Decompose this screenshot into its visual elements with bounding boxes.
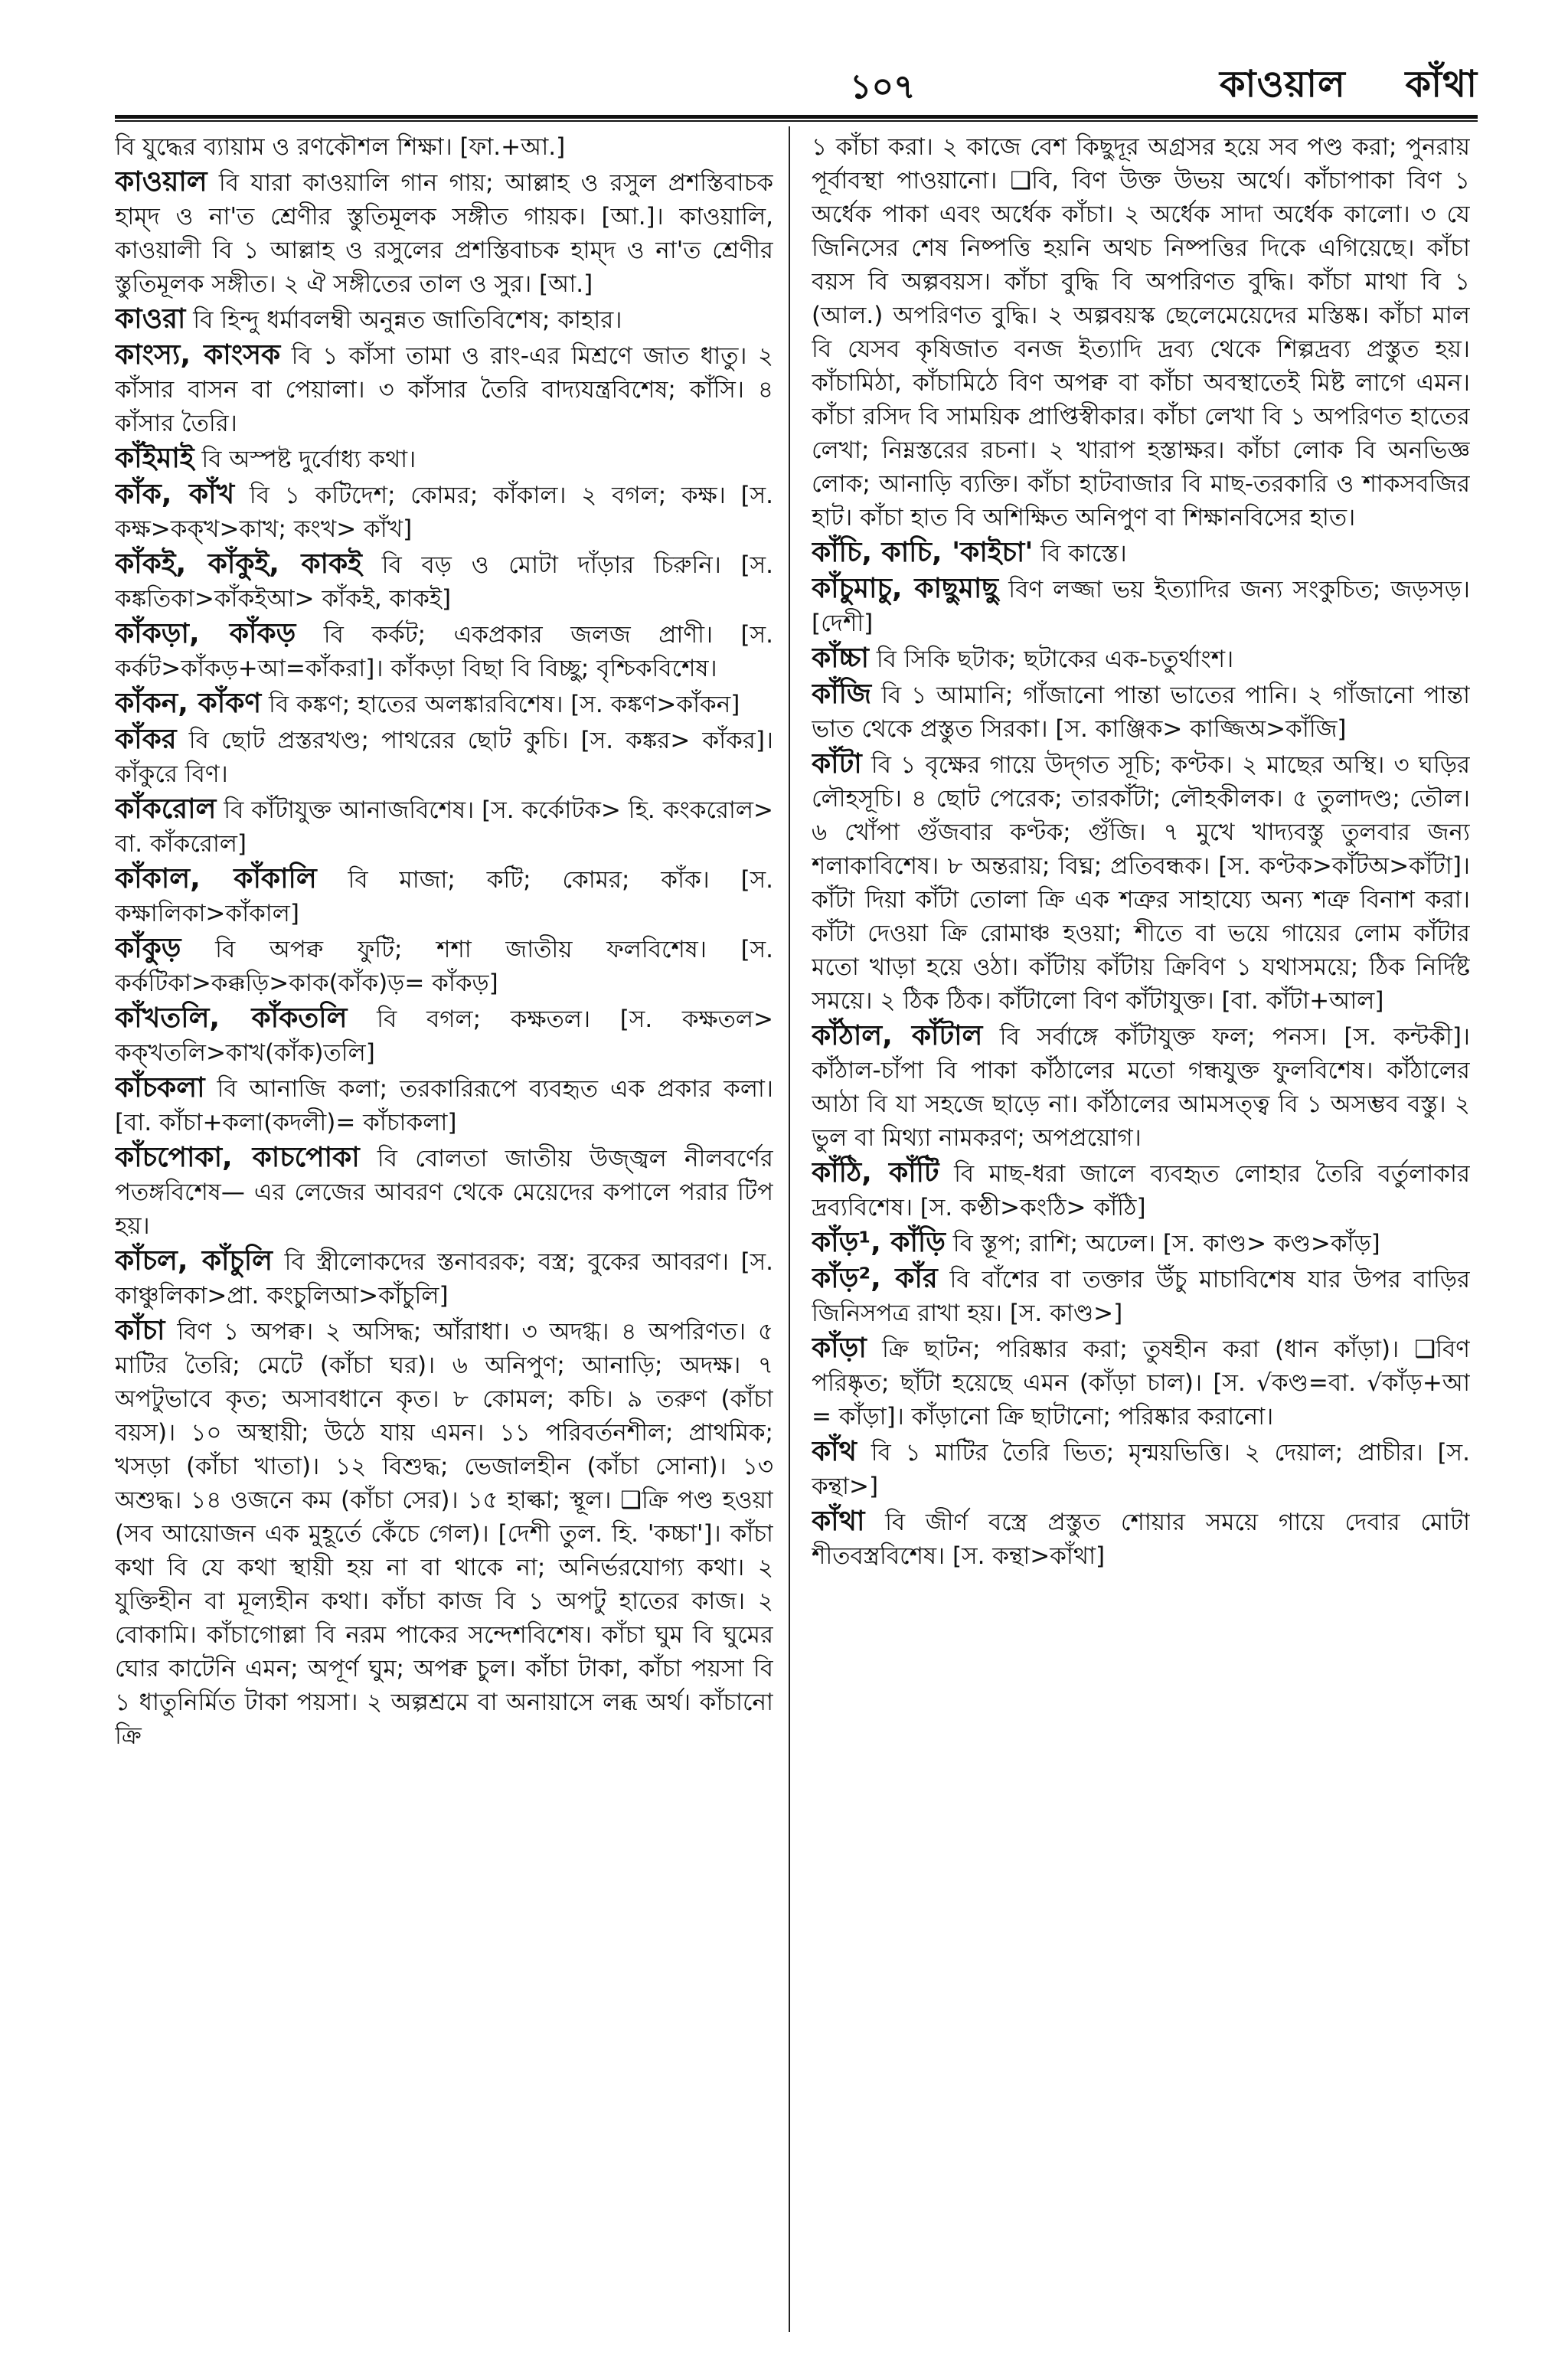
entry-headword: কাঁচকলা [115, 1072, 205, 1104]
entry-definition: বিণ লজ্জা ভয় ইত্যাদির জন্য সংকুচিত; জড়সড়। [দেশী] [812, 576, 1470, 637]
entry-headword: কাঁড়া [812, 1333, 867, 1364]
entry-headword: কাংস্য, কাংসক [115, 339, 281, 371]
entry-headword: কাওরা [115, 303, 186, 335]
entry-definition: বি ১ বৃক্ষের গায়ে উদ্‌গত সূচি; কণ্টক। ২ মাছের অস্থি। ৩ ঘড়ির লৌহসূচি। ৪ ছোট পেরেক; তারকাঁটা; লৌহকীলক। ৫ তুলাদণ্ড; তৌল। ৬ খোঁপা গুঁজবার কণ্টক; গুঁজি। ৭ মুখে খাদ্যবস্তু তুলবার জন্য শলাকাবিশেষ। ৮ অন্তরায়; বিঘ্ন; প্রতিবন্ধক। [স. কণ্টক>কাঁটঅ>কাঁটা]। কাঁটা দিয়া কাঁটা তোলা ক্রি এক শত্রুর সাহায্যে অন্য শত্রু বিনাশ করা। কাঁটা দেওয়া ক্রি রোমাঞ্চ হওয়া; শীতে বা ভয়ে গায়ের লোম কাঁটার মতো খাড়া হয়ে ওঠা। কাঁটায় কাঁটায় ক্রিবিণ ১ যথাসময়ে; ঠিক নির্দিষ্ট সময়ে। ২ ঠিক ঠিক। কাঁটালো বিণ কাঁটাযুক্ত। [বা. কাঁটা+আল] [812, 751, 1470, 1015]
entry-headword: কাঁকাল, কাঁকালি [115, 863, 317, 894]
entry-definition: বি কাঁটাযুক্ত আনাজবিশেষ। [স. কর্কোটক> হি. কংকরোল> বা. কাঁকরোল] [115, 796, 773, 858]
entry-headword: কাঁড়², কাঁর [812, 1263, 938, 1294]
entry-headword: কাঁচ্চা [812, 643, 869, 674]
entry-headword: কাঁচুমাচু, কাছুমাছু [812, 573, 999, 604]
entry-headword: কাঁড়¹, কাঁড়ি [812, 1227, 946, 1258]
entry-definition: বি স্তূপ; রাশি; অঢেল। [স. কাণ্ড> কণ্ড>কাঁড়] [952, 1230, 1380, 1257]
dictionary-entry [115, 723, 773, 791]
dictionary-entry [812, 1332, 1470, 1434]
guide-words [1174, 57, 1478, 117]
entry-headword: কাঁকুড় [115, 933, 181, 964]
entry-definition: বি বড় ও মোটা দাঁড়ার চিরুনি। [স. কঙ্কতিকা>কাঁকইআ> কাঁকই, কাকই] [115, 551, 773, 613]
entry-definition: বি আনাজি কলা; তরকারিরূপে ব্যবহৃত এক প্রকার কলা। [বা. কাঁচা+কলা(কদলী)= কাঁচাকলা] [115, 1075, 773, 1136]
dictionary-entry [812, 678, 1470, 746]
entry-definition: বি যারা কাওয়ালি গান গায়; আল্লাহ ও রসুল প্রশস্তিবাচক হাম্‌দ ও না'ত শ্রেণীর স্তুতিমূলক সঙ্গীত গায়ক। [আ.]। কাওয়ালি, কাওয়ালী বি ১ আল্লাহ ও রসুলের প্রশস্তিবাচক হাম্‌দ ও না'ত শ্রেণীর স্তুতিমূলক সঙ্গীত। ২ ঐ সঙ্গীতের তাল ও সুর। [আ.] [115, 169, 773, 298]
dictionary-entry [812, 1226, 1470, 1261]
entry-definition: ক্রি ছাটন; পরিষ্কার করা; তুষহীন করা (ধান কাঁড়া)। ❑বিণ পরিষ্কৃত; ছাঁটা হয়েছে এমন (কাঁড়া চাল)। [স. √কণ্ড=বা. √কাঁড়+আ = কাঁড়া]। কাঁড়ানো ক্রি ছাটানো; পরিষ্কার করানো। [812, 1336, 1470, 1431]
dictionary-entry [812, 1019, 1470, 1155]
entry-definition: বি ১ মাটির তৈরি ভিত; মৃন্ময়ভিত্তি। ২ দেয়াল; প্রাচীর। [স. কন্থা>] [812, 1439, 1470, 1500]
entry-definition: বিণ ১ অপক্ব। ২ অসিদ্ধ; আঁরাধা। ৩ অদগ্ধ। ৪ অপরিণত। ৫ মাটির তৈরি; মেটে (কাঁচা ঘর)। ৬ অনিপুণ; আনাড়ি; অদক্ষ। ৭ অপটুভাবে কৃত; অসাবধানে কৃত। ৮ কোমল; কচি। ৯ তরুণ (কাঁচা বয়স)। ১০ অস্থায়ী; উঠে যায় এমন। ১১ পরিবর্তনশীল; প্রাথমিক; খসড়া (কাঁচা খাতা)। ১২ বিশুদ্ধ; ভেজালহীন (কাঁচা সোনা)। ১৩ অশুদ্ধ। ১৪ ওজনে কম (কাঁচা সের)। ১৫ হাল্কা; স্থূল। ❑ক্রি পণ্ড হওয়া (সব আয়োজন এক মুহূর্তে কেঁচে গেল)। [দেশী তুল. হি. 'কচ্চা']। কাঁচা কথা বি যে কথা স্থায়ী হয় না বা থাকে না; অনির্ভরযোগ্য কথা। ২ যুক্তিহীন বা মূল্যহীন কথা। কাঁচা কাজ বি ১ অপটু হাতের কাজ। ২ বোকামি। কাঁচাগোল্লা বি নরম পাকের সন্দেশবিশেষ। কাঁচা ঘুম বি ঘুমের ঘোর কাটেনি এমন; অপূর্ণ ঘুম; অপক্ব চুল। কাঁচা টাকা, কাঁচা পয়সা বি ১ ধাতুনির্মিত টাকা পয়সা। ২ অল্পশ্রমে বা অনায়াসে লব্ধ অর্থ। কাঁচানো ক্রি [115, 1318, 773, 1750]
dictionary-entry [115, 793, 773, 861]
entry-definition: বি অপক্ব ফুটি; শশা জাতীয় ফলবিশেষ। [স. কর্কটিকা>কক্কড়ি>কাক(কাঁক)ড়= কাঁকড়] [115, 936, 773, 997]
dictionary-entry [115, 1314, 773, 1753]
right-column [812, 130, 1470, 2336]
entry-headword: কাঁচপোকা, কাচপোকা [115, 1142, 360, 1173]
dictionary-entry [115, 548, 773, 616]
dictionary-entry [812, 130, 1470, 535]
left-column [115, 130, 773, 2336]
dictionary-entry [115, 302, 773, 337]
entry-headword: কাঁঠি, কাঁটি [812, 1157, 939, 1189]
entry-definition: বি বগল; কক্ষতল। [স. কক্ষতল> কক্‌খতলি>কাখ(কাঁক)তলি] [115, 1006, 773, 1067]
dictionary-entry [812, 642, 1470, 676]
entry-definition: বি ১ কাঁসা তামা ও রাং-এর মিশ্রণে জাত ধাতু। ২ কাঁসার বাসন বা পেয়ালা। ৩ কাঁসার তৈরি বাদ্যযন্ত্রবিশেষ; কাঁসি। ৪ কাঁসার তৈরি। [115, 342, 773, 437]
entry-headword: কাঁঠাল, কাঁটাল [812, 1020, 983, 1051]
guide-word-last: কাঁথা [1405, 63, 1478, 106]
entry-definition: বি ১ আমানি; গাঁজানো পান্তা ভাতের পানি। ২ গাঁজানো পান্তা ভাত থেকে প্রস্তুত সিরকা। [স. কাঞ্জিক> কাজ্জিঅ>কাঁজি] [812, 682, 1470, 743]
dictionary-entry [115, 862, 773, 930]
entry-headword: কাওয়াল [115, 166, 207, 198]
dictionary-entry [115, 1071, 773, 1140]
entry-headword: কাঁক, কাঁখ [115, 479, 235, 510]
entry-definition: বি যুদ্ধের ব্যায়াম ও রণকৌশল শিক্ষা। [ফা.+আ.] [115, 133, 566, 161]
entry-headword: কাঁচি, কাচি, 'কাইচা' [812, 537, 1034, 568]
dictionary-entry [812, 747, 1470, 1018]
dictionary-entry [812, 1505, 1470, 1573]
entry-headword: কাঁকর [115, 724, 177, 755]
guide-word-first: কাওয়াল [1219, 63, 1346, 106]
dictionary-entry [115, 1002, 773, 1070]
dictionary-entry [115, 1244, 773, 1313]
entry-headword: কাঁচল, কাঁচুলি [115, 1245, 273, 1277]
entry-headword: কাঁকড়া, কাঁকড় [115, 618, 296, 649]
entry-definition: বি হিন্দু ধর্মাবলম্বী অনুন্নত জাতিবিশেষ; কাহার। [193, 306, 622, 334]
dictionary-entry [115, 442, 773, 476]
entry-definition: বি ছোট প্রস্তরখণ্ড; পাথরের ছোট কুচি। [স. কঙ্কর> কাঁকর]। কাঁকুরে বিণ। [115, 727, 773, 788]
dictionary-entry [115, 130, 773, 164]
entry-definition: বি মাছ-ধরা জালে ব্যবহৃত লোহার তৈরি বর্তুলাকার দ্রব্যবিশেষ। [স. কণ্ঠী>কংঠি> কাঁঠি] [812, 1160, 1470, 1221]
entry-definition: বি সর্বাঙ্গে কাঁটাযুক্ত ফল; পনস। [স. কন্টকী]। কাঁঠাল-চাঁপা বি পাকা কাঁঠালের মতো গন্ধযুক্ত ফুলবিশেষ। কাঁঠালের আঠা বি যা সহজে ছাড়ে না। কাঁঠালের আমসত্ত্ব বি ১ অসম্ভব বস্তু। ২ ভুল বা মিথ্যা নামকরণ; অপপ্রয়োগ। [812, 1023, 1470, 1152]
dictionary-entry [115, 165, 773, 301]
entry-definition: বি স্ত্রীলোকদের স্তনাবরক; বস্ত্র; বুকের আবরণ। [স. কাঞ্চুলিকা>প্রা. কংচুলিআ>কাঁচুলি] [115, 1248, 773, 1310]
entry-definition: বি সিকি ছটাক; ছটাকের এক-চতুর্থাংশ। [876, 646, 1234, 673]
entry-headword: কাঁথা [812, 1506, 865, 1537]
entry-definition: বি বাঁশের বা তক্তার উঁচু মাচাবিশেষ যার উপর বাড়ির জিনিসপত্র রাখা হয়। [স. কাণ্ড>] [812, 1266, 1470, 1327]
dictionary-entry [115, 338, 773, 440]
entry-definition: বি কঙ্কণ; হাতের অলঙ্কারবিশেষ। [স. কঙ্কণ>কাঁকন] [268, 691, 740, 718]
page-header [115, 57, 1478, 118]
page-number: ১০৭ [850, 67, 916, 106]
entry-definition: বি মাজা; কটি; কোমর; কাঁক। [স. কক্ষালিকা>কাঁকাল] [115, 866, 773, 927]
entry-definition: বি জীর্ণ বস্ত্রে প্রস্তুত শোয়ার সময়ে গায়ে দেবার মোটা শীতবস্ত্রবিশেষ। [স. কন্থা>কাঁথা] [812, 1509, 1470, 1570]
column-divider [789, 126, 790, 2332]
entry-headword: কাঁখতলি, কাঁকতলি [115, 1002, 348, 1034]
dictionary-entry [115, 932, 773, 1000]
entry-headword: কাঁটা [812, 748, 862, 780]
entry-definition: ১ কাঁচা করা। ২ কাজে বেশ কিছুদূর অগ্রসর হয়ে সব পণ্ড করা; পুনরায় পূর্বাবস্থা পাওয়ানো। ❑বি, বিণ উক্ত উভয় অর্থে। কাঁচাপাকা বিণ ১ অর্ধেক পাকা এবং অর্ধেক কাঁচা। ২ অর্ধেক সাদা অর্ধেক কালো। ৩ যে জিনিসের শেষ নিষ্পত্তি হয়নি অথচ নিষ্পত্তির দিকে এগিয়েছে। কাঁচা বয়স বি অল্পবয়স। কাঁচা বুদ্ধি বি অপরিণত বুদ্ধি। কাঁচা মাথা বি ১ (আল.) অপরিণত বুদ্ধি। ২ অল্পবয়স্ক ছেলেমেয়েদের মস্তিষ্ক। কাঁচা মাল বি যেসব কৃষিজাত বনজ ইত্যাদি দ্রব্য থেকে শিল্পদ্রব্য প্রস্তুত হয়। কাঁচামিঠা, কাঁচামিঠে বিণ অপক্ব বা কাঁচা অবস্থাতেই মিষ্ট লাগে এমন। কাঁচা রসিদ বি সাময়িক প্রাপ্তিস্বীকার। কাঁচা লেখা বি ১ অপরিণত হাতের লেখা; নিম্নস্তরের রচনা। ২ খারাপ হস্তাক্ষর। কাঁচা লোক বি অনভিজ্ঞ লোক; আনাড়ি ব্যক্তি। কাঁচা হাটবাজার বি মাছ-তরকারি ও শাকসবজির হাট। কাঁচা হাত বি অশিক্ষিত অনিপুণ বা শিক্ষানবিসের হাত। [812, 133, 1470, 531]
dictionary-entry [812, 536, 1470, 571]
dictionary-entry [115, 1141, 773, 1243]
dictionary-entry [115, 617, 773, 685]
entry-definition: বি কাস্তে। [1040, 540, 1127, 567]
header-rule [115, 115, 1478, 122]
dictionary-entry [115, 478, 773, 546]
entry-definition: বি অস্পষ্ট দুর্বোধ্য কথা। [201, 446, 416, 473]
dictionary-entry [812, 572, 1470, 640]
entry-definition: বি বোলতা জাতীয় উজ্জ্বল নীলবর্ণের পতঙ্গবিশেষ— এর লেজের আবরণ থেকে মেয়েদের কপালে পরার টিপ হয়। [115, 1145, 773, 1240]
entry-headword: কাঁকন, কাঁকণ [115, 688, 262, 719]
dictionary-entry [812, 1156, 1470, 1225]
dictionary-entry [812, 1435, 1470, 1503]
dictionary-entry [115, 687, 773, 721]
entry-headword: কাঁচা [115, 1315, 165, 1346]
entry-headword: কাঁকরোল [115, 793, 217, 825]
entry-definition: বি ১ কটিদেশ; কোমর; কাঁকাল। ২ বগল; কক্ষ। [স. কক্ষ>কক্‌খ>কাখ; কংখ> কাঁখ] [115, 482, 773, 543]
entry-headword: কাঁকই, কাঁকুই, কাকই [115, 548, 362, 580]
entry-headword: কাঁইমাই [115, 443, 194, 474]
entry-headword: কাঁথ [812, 1436, 857, 1467]
entry-headword: কাঁজি [812, 679, 872, 710]
entry-definition: বি কর্কট; একপ্রকার জলজ প্রাণী। [স. কর্কট>কাঁকড়+আ=কাঁকরা]। কাঁকড়া বিছা বি বিচ্ছু; বৃশ্চিকবিশেষ। [115, 621, 773, 682]
dictionary-entry [812, 1262, 1470, 1330]
